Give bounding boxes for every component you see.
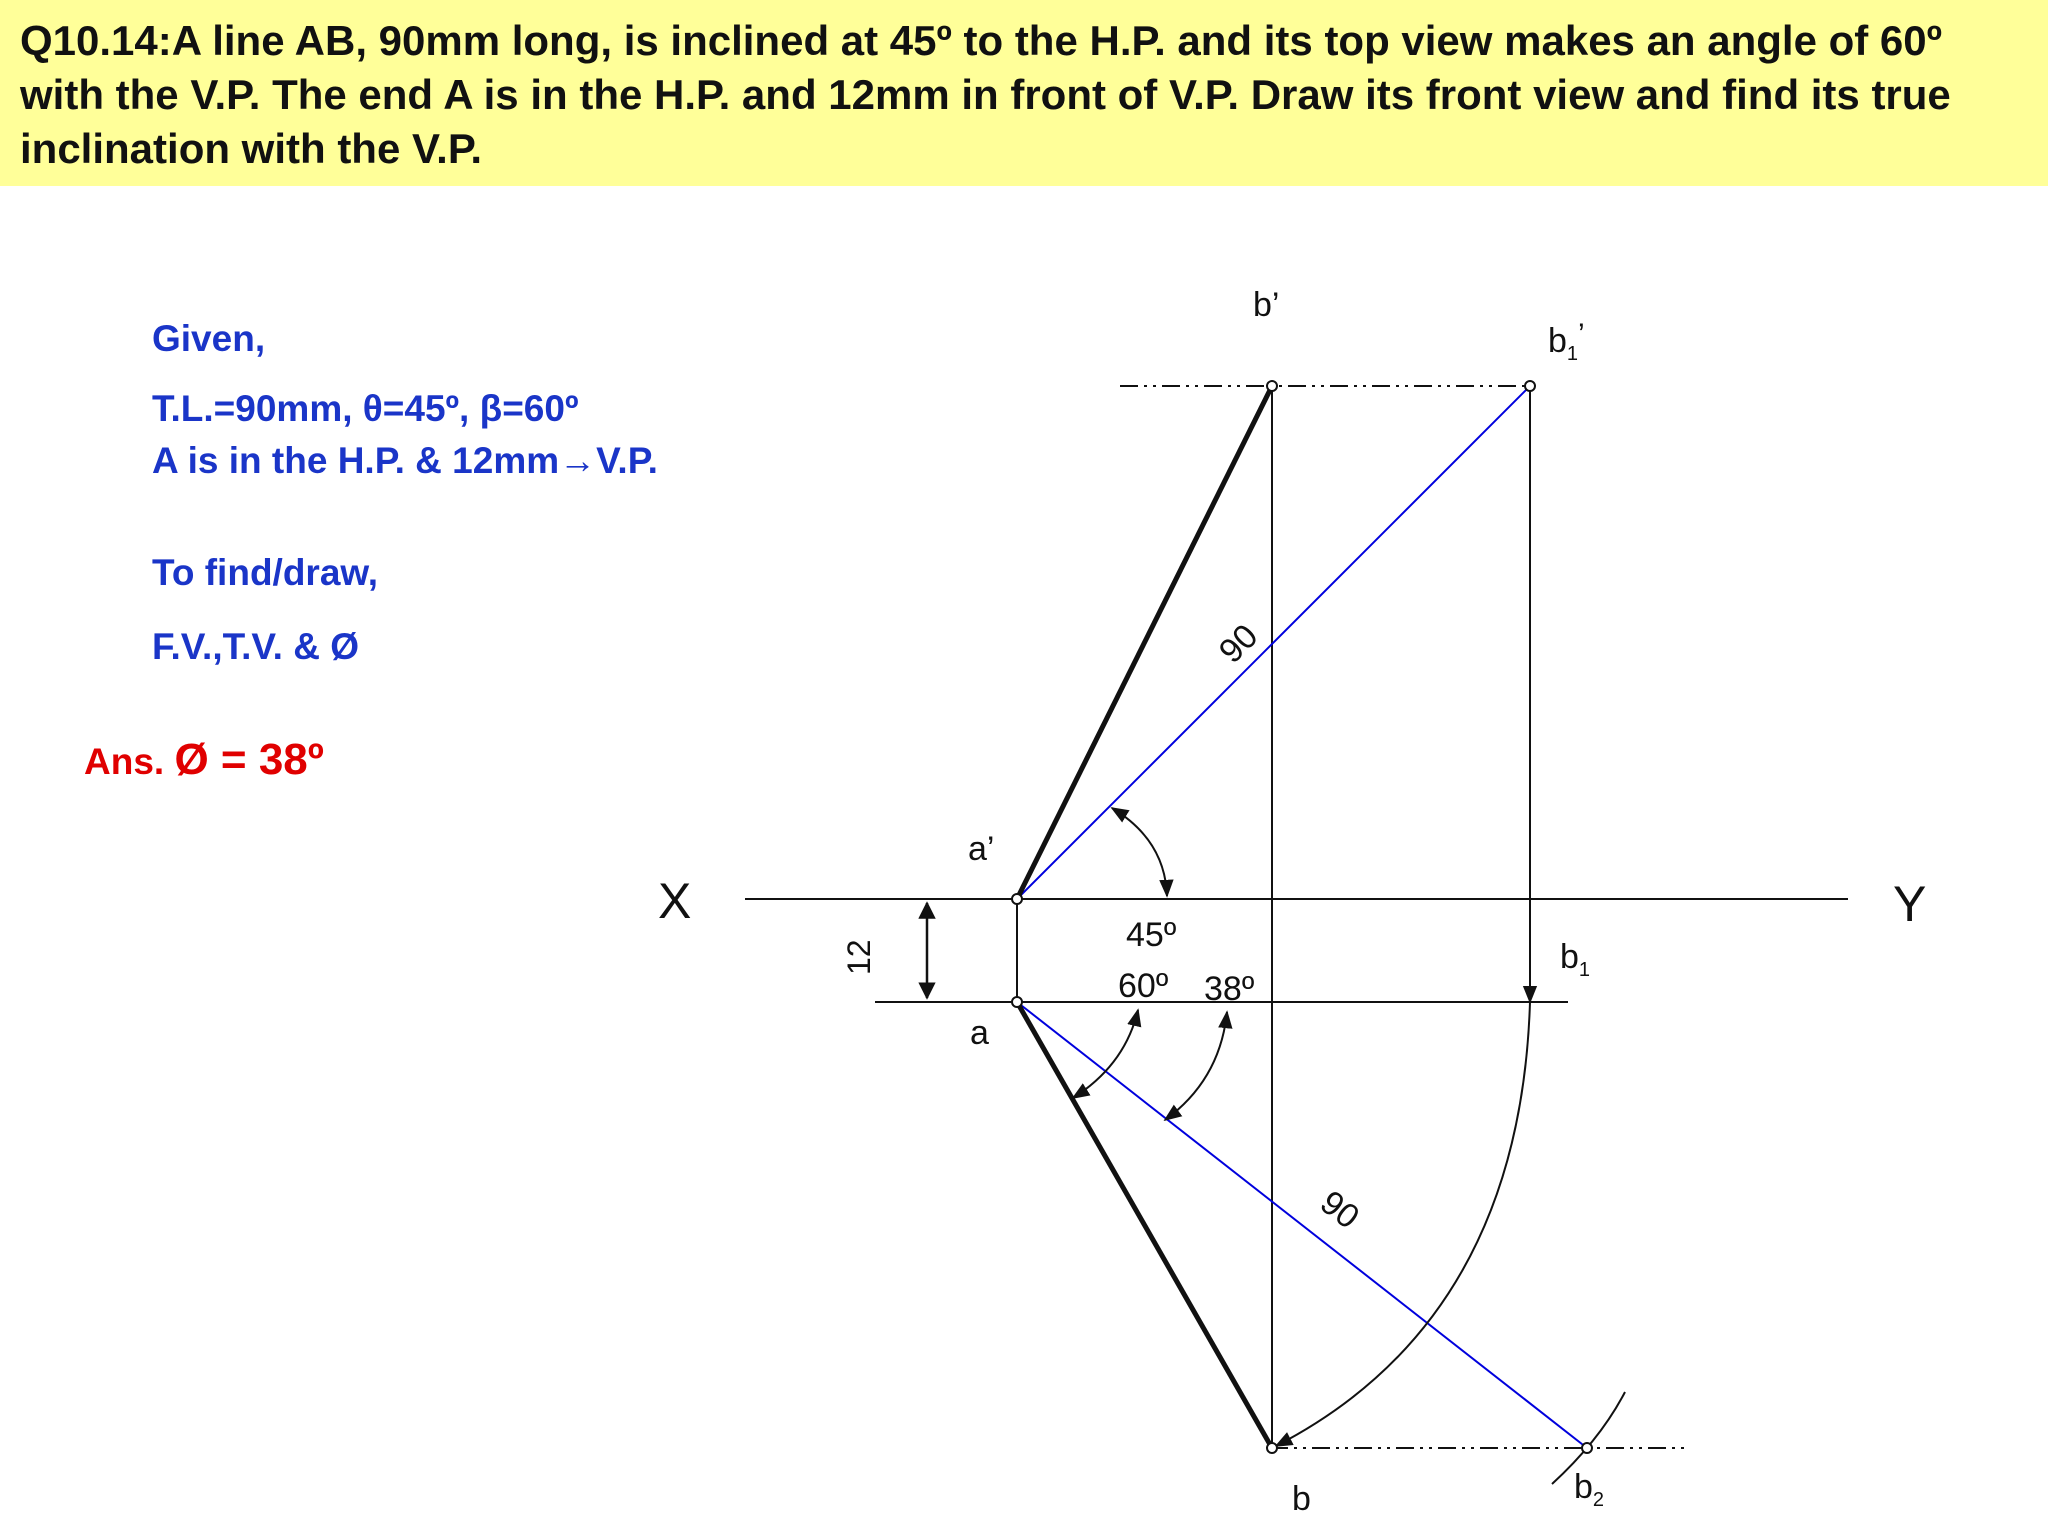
label-a: a	[970, 1014, 989, 1052]
angle-45-arrow	[1112, 808, 1167, 896]
true-length-tv-label: 90	[1313, 1183, 1367, 1237]
angle-38-arrow	[1165, 1012, 1227, 1120]
label-b-prime: b’	[1253, 286, 1280, 324]
dimension-12-label: 12	[841, 939, 877, 975]
point-a	[1012, 997, 1022, 1007]
label-b1: $b_1$	[1560, 938, 1591, 981]
given-position: A is in the H.P. & 12mm→V.P.	[152, 440, 658, 481]
point-b-prime	[1267, 381, 1277, 391]
top-view-line	[1017, 1002, 1272, 1448]
label-b2: $b_2$	[1574, 1468, 1605, 1511]
find-heading: To find/draw,	[152, 552, 379, 593]
label-a-prime: a’	[968, 830, 995, 868]
swing-arc	[1276, 1002, 1530, 1446]
label-b: b	[1292, 1480, 1311, 1518]
y-axis-label: Y	[1893, 876, 1927, 932]
true-length-fv-line	[1017, 386, 1530, 899]
answer-value: Ø = 38º	[174, 735, 324, 784]
label-b1-prime: $b_1$’	[1548, 318, 1585, 365]
angle-60-label: 60º	[1118, 967, 1169, 1005]
find-items: F.V.,T.V. & Ø	[152, 626, 360, 667]
point-b	[1267, 1443, 1277, 1453]
answer-prefix: Ans.	[84, 741, 165, 782]
point-a-prime	[1012, 894, 1022, 904]
point-b2	[1582, 1443, 1592, 1453]
given-values: T.L.=90mm, θ=45º, β=60º	[152, 388, 579, 429]
given-heading: Given,	[152, 318, 266, 359]
question-text: Q10.14:A line AB, 90mm long, is inclined at 45º to the H.P. and its top view makes an angle of 60º with the V.P. The end A is in the H.P. and 12mm in front of V.P. Draw its front view and find its true inclination with the V.P.	[20, 17, 1951, 172]
x-axis-label: X	[658, 873, 692, 929]
true-length-tv-line	[1017, 1002, 1587, 1448]
true-length-fv-label: 90	[1211, 617, 1266, 671]
angle-38-label: 38º	[1204, 970, 1255, 1008]
point-b1-prime	[1525, 381, 1535, 391]
angle-45-label: 45º	[1126, 916, 1177, 954]
